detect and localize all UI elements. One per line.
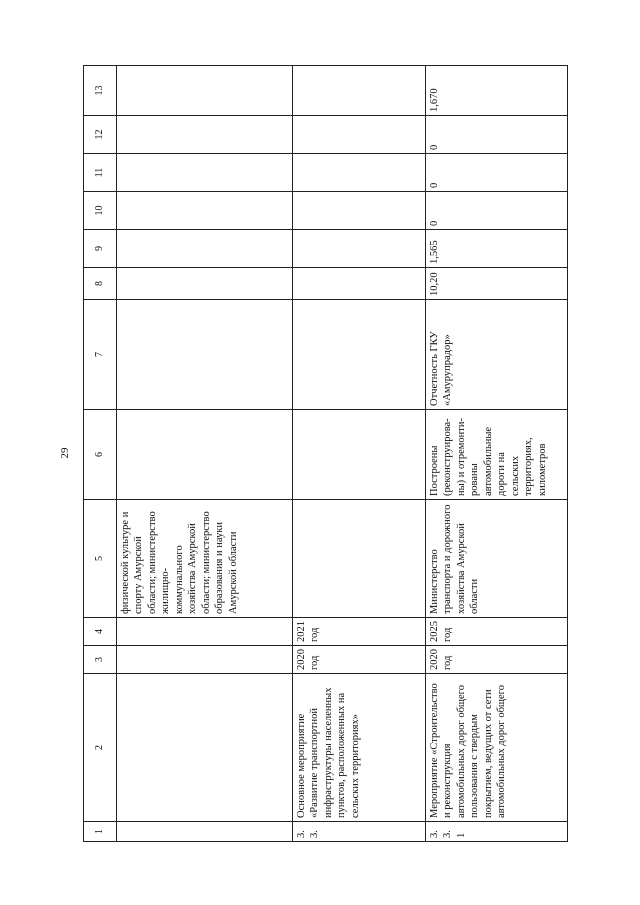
table-cell: 2025 год [426, 618, 568, 646]
table-row [426, 66, 568, 842]
table-cell [117, 300, 293, 410]
table-cell: Основное мероприятие «Развитие транспортной инфраструктуры населенных пунктов, расположенных на сельских территориях» [293, 674, 426, 822]
table-cell [293, 116, 426, 154]
table-cell [293, 154, 426, 192]
table-cell: 1,565 [426, 230, 568, 268]
header-cell: 11 [84, 154, 117, 192]
table-cell [117, 822, 293, 842]
header-cell: 10 [84, 192, 117, 230]
table-cell: Мероприятие «Строительство и реконструкция автомобильных дорог общего пользования с твердым покрытием, ведущих от сети автомобильных дорог общего [426, 674, 568, 822]
table-cell: 0 [426, 154, 568, 192]
header-row [84, 66, 117, 842]
header-cell: 8 [84, 268, 117, 300]
program-table [83, 65, 568, 842]
table-cell: 10,20 [426, 268, 568, 300]
table-cell [293, 300, 426, 410]
table-cell: Министерство транспорта и дорожного хозяйства Амурской области [426, 500, 568, 618]
table-cell: физической культуре и спорту Амурской области; министерство жилищно-коммунального хозяйства Амурской области; министерство образования и науки Амурской области [117, 500, 293, 618]
table-cell [293, 268, 426, 300]
table-cell [117, 230, 293, 268]
header-cell: 1 [84, 822, 117, 842]
table-cell [117, 66, 293, 116]
table-cell: 1,670 [426, 66, 568, 116]
table-row [293, 66, 426, 842]
table-row [117, 66, 293, 842]
table-cell [293, 410, 426, 500]
table-cell: 3.3. [293, 822, 426, 842]
table-cell [117, 192, 293, 230]
table-cell: Построены (реконструирова-ны) и отремонти-рованы автомобильные дороги на сельских территориях, километров [426, 410, 568, 500]
table-cell [117, 674, 293, 822]
header-cell: 6 [84, 410, 117, 500]
header-cell: 9 [84, 230, 117, 268]
table-cell [117, 410, 293, 500]
header-cell: 4 [84, 618, 117, 646]
table-cell [293, 500, 426, 618]
table-cell: 2021 год [293, 618, 426, 646]
header-cell: 5 [84, 500, 117, 618]
table-cell [293, 192, 426, 230]
table-cell [117, 116, 293, 154]
table-cell: Отчетность ГКУ «Амурупрадор» [426, 300, 568, 410]
table-cell [117, 646, 293, 674]
page-number: 29 [59, 447, 71, 459]
table-cell: 0 [426, 192, 568, 230]
table-cell [293, 66, 426, 116]
header-cell: 2 [84, 674, 117, 822]
header-cell: 7 [84, 300, 117, 410]
rotated-table-container [83, 70, 568, 842]
header-cell: 12 [84, 116, 117, 154]
table-cell: 2020 год [426, 646, 568, 674]
header-cell: 13 [84, 66, 117, 116]
table-cell: 2020 год [293, 646, 426, 674]
table-cell [117, 618, 293, 646]
table-cell: 3.3.1 [426, 822, 568, 842]
table-cell [293, 230, 426, 268]
table-cell [117, 154, 293, 192]
header-cell: 3 [84, 646, 117, 674]
table-cell [117, 268, 293, 300]
table-cell: 0 [426, 116, 568, 154]
